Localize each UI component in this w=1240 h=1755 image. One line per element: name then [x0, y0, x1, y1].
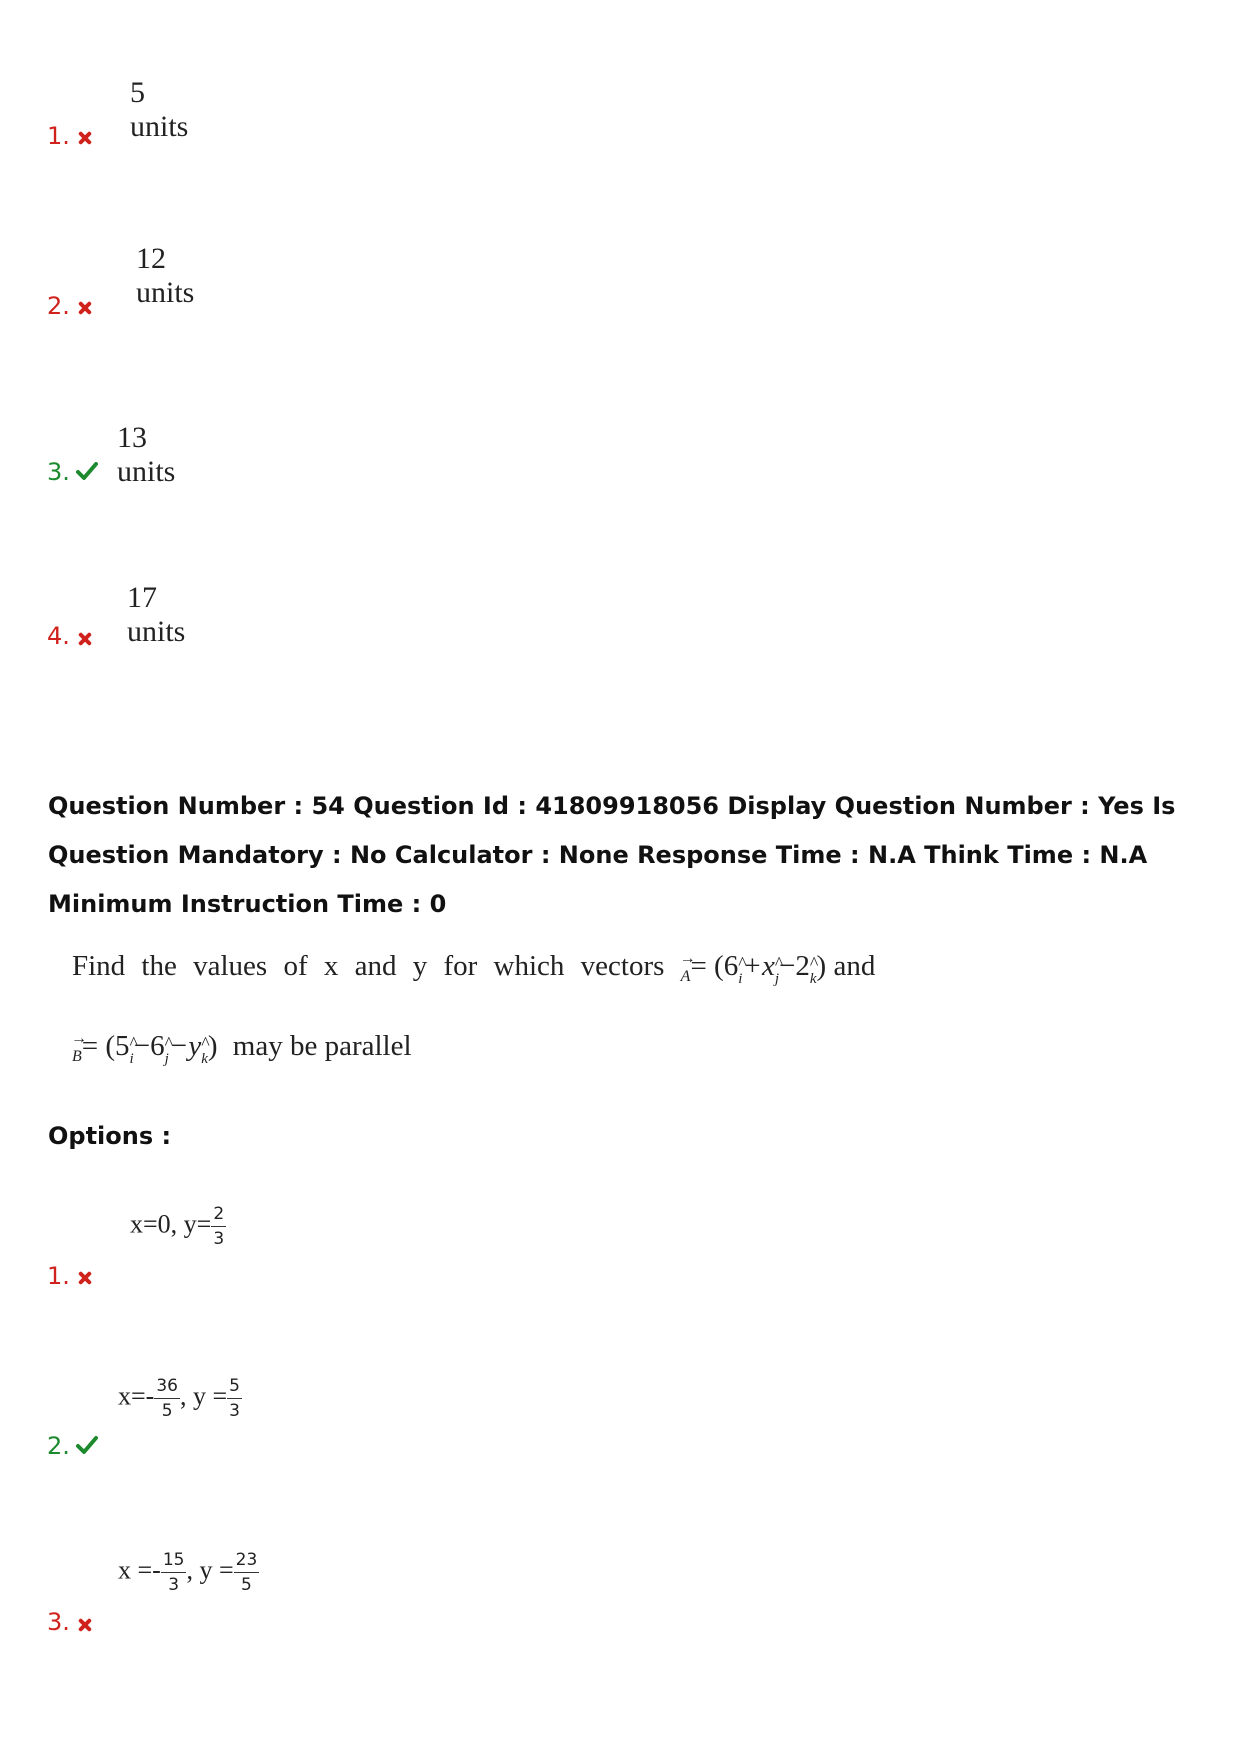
calculator: Calculator : None	[394, 841, 629, 869]
k-hat: ^ k	[810, 971, 817, 988]
option-3-x-prefix: x =-	[118, 1555, 161, 1585]
cross-icon	[78, 1271, 92, 1285]
option-2-x-prefix: x=-	[118, 1381, 155, 1411]
prev-option-2-number: 2.	[47, 292, 70, 320]
response-time: Response Time : N.A	[637, 841, 916, 869]
i-hat: ^ i	[130, 1051, 134, 1068]
prev-option-3-text: 13 units	[117, 421, 176, 488]
eq-open: = (5	[81, 1030, 130, 1062]
question-number: Question Number : 54	[48, 792, 345, 820]
plus-x: +x	[742, 950, 775, 982]
question-prefix: Find the values of x and y for which vectors	[72, 950, 665, 982]
eq-open: = (6	[690, 950, 739, 982]
option-3-number: 3.	[47, 1608, 70, 1636]
question-and: and	[833, 950, 876, 982]
x-numerator: 15	[161, 1550, 187, 1573]
prev-option-2-text: 12 units	[136, 242, 195, 309]
x-fraction	[161, 1550, 187, 1595]
y-denominator: 3	[229, 1401, 240, 1421]
minimum-instruction-time: Minimum Instruction Time : 0	[48, 890, 447, 918]
options-label: Options :	[48, 1122, 172, 1150]
option-2-number: 2.	[47, 1432, 70, 1460]
option-1-answer	[130, 1204, 226, 1249]
y-numerator: 23	[234, 1550, 260, 1573]
close-paren: )	[207, 1030, 218, 1062]
check-icon	[76, 1435, 98, 1455]
option-2-mid: , y =	[179, 1381, 228, 1411]
minus-6: −6	[133, 1030, 165, 1062]
close-paren: )	[816, 950, 827, 982]
k-hat: ^ k	[201, 1051, 208, 1068]
option-1-number: 1.	[47, 1262, 70, 1290]
cross-icon	[78, 131, 92, 145]
display-question-number: Display Question Number : Yes	[727, 792, 1144, 820]
y-numerator: 2	[211, 1204, 226, 1227]
option-2-answer	[118, 1376, 242, 1421]
question-id: Question Id : 41809918056	[353, 792, 720, 820]
question-text-line-1	[72, 950, 875, 988]
prev-option-3-number: 3.	[47, 458, 70, 486]
cross-icon	[78, 632, 92, 646]
vector-b: → B	[72, 1048, 82, 1066]
x-fraction	[154, 1376, 180, 1421]
vector-a: → A	[681, 968, 691, 986]
y-fraction	[227, 1376, 242, 1421]
fraction	[211, 1204, 226, 1249]
prev-option-1-text: 5 units	[130, 76, 189, 143]
y-fraction	[234, 1550, 260, 1595]
prev-option-4-text: 17 units	[127, 581, 186, 648]
x-numerator: 36	[154, 1376, 180, 1399]
y-denominator: 3	[213, 1229, 225, 1249]
think-time: Think Time : N.A	[924, 841, 1148, 869]
prev-option-4-number: 4.	[47, 622, 70, 650]
cross-icon	[78, 301, 92, 315]
minus-y: −y	[168, 1030, 202, 1062]
parallel-text: may be parallel	[232, 1030, 412, 1062]
minus-2: −2	[779, 950, 810, 982]
question-mandatory: Is Question Mandatory : No	[48, 792, 1176, 869]
j-hat: ^ j	[775, 971, 779, 988]
x-denominator: 5	[161, 1401, 173, 1421]
cross-icon	[78, 1618, 92, 1632]
prev-option-1-number: 1.	[47, 122, 70, 150]
question-text-line-2	[72, 1030, 412, 1068]
y-numerator: 5	[227, 1376, 242, 1399]
check-icon	[76, 461, 98, 481]
j-hat: ^ j	[165, 1051, 169, 1068]
option-3-mid: , y =	[186, 1555, 234, 1585]
x-denominator: 3	[168, 1575, 180, 1595]
option-1-prefix: x=0, y=	[130, 1209, 212, 1239]
i-hat: ^ i	[738, 971, 742, 988]
option-3-answer	[118, 1550, 259, 1595]
question-metadata	[48, 782, 1208, 929]
y-denominator: 5	[241, 1575, 252, 1595]
